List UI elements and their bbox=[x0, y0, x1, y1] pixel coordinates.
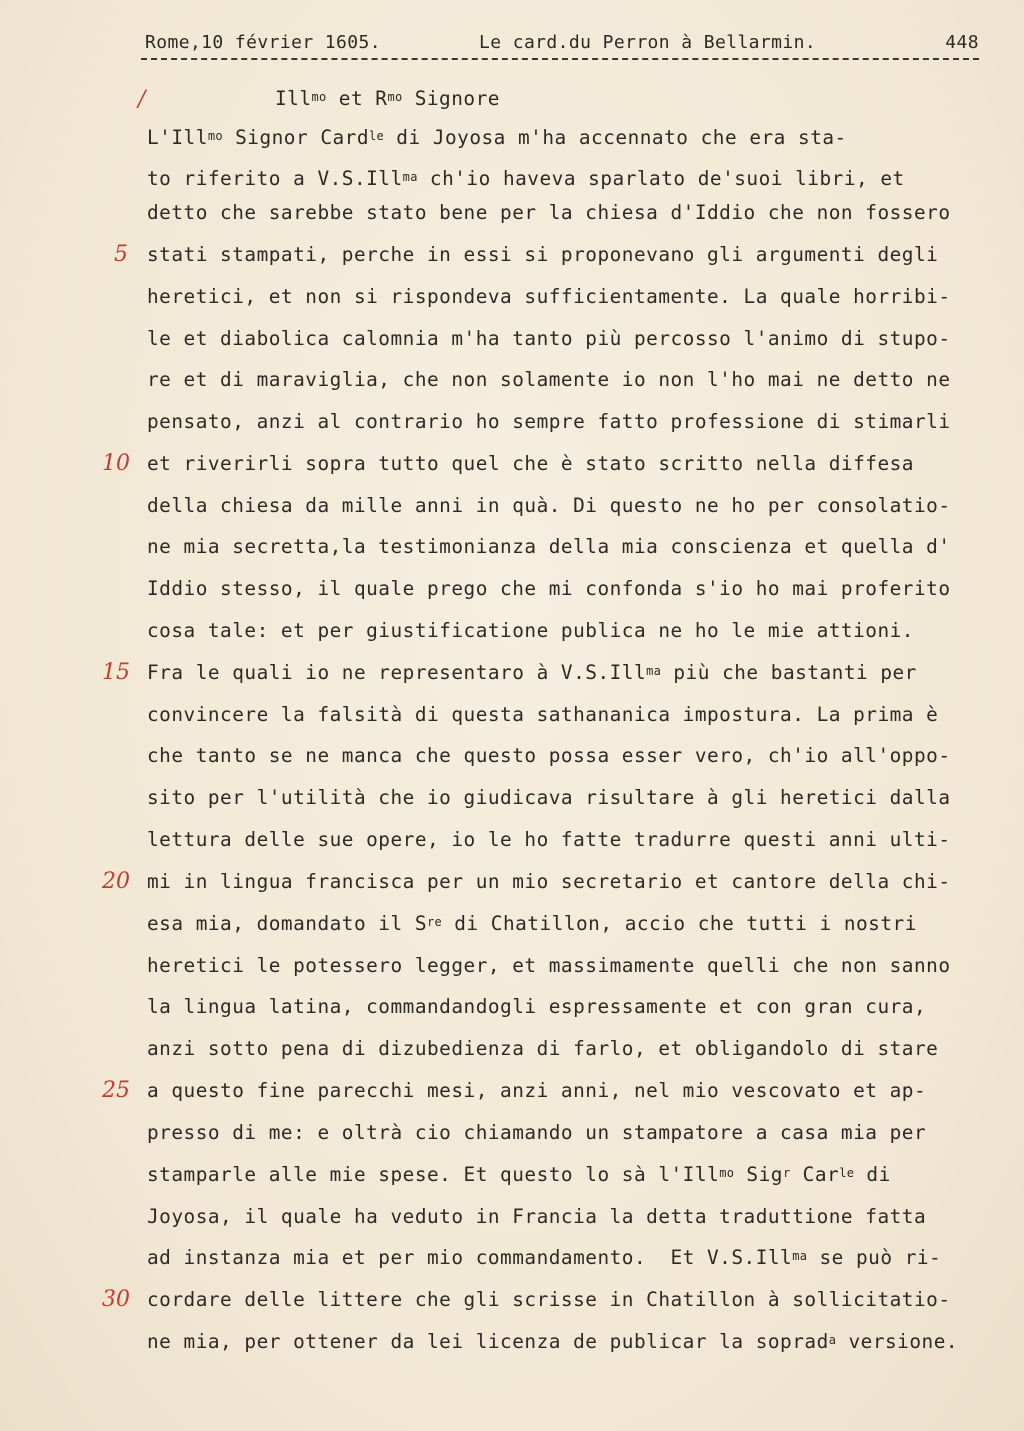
text-line-11: ne mia secretta,la testimonianza della mia conscienza et quella d' bbox=[147, 535, 951, 558]
text-line-30: ne mia, per ottener da lei licenza de publicar la soprad$^a$ versione. bbox=[147, 1330, 959, 1353]
text-line-18: lettura delle sue opere, io le ho fatte tradurre questi anni ulti- bbox=[147, 828, 951, 851]
margin-mark-15: 15 bbox=[102, 660, 130, 685]
text-line-13: cosa tale: et per giustificatione publica ne ho le mie attioni. bbox=[147, 619, 914, 642]
text-line-12: Iddio stesso, il quale prego che mi confonda s'io ho mai proferito bbox=[147, 577, 951, 600]
text-line-26: stamparle alle mie spese. Et questo lo sà l'Ill$^{mo}$ Sig$^r$ Car$^{le}$ di bbox=[147, 1163, 891, 1186]
text-line-29: cordare delle littere che gli scrisse in Chatillon à sollicitatio- bbox=[147, 1288, 951, 1311]
text-line-25: presso di me: e oltrà cio chiamando un stampatore a casa mia per bbox=[147, 1121, 927, 1144]
text-line-15: convincere la falsità di questa sathananica impostura. La prima è bbox=[147, 703, 939, 726]
text-line-6: le et diabolica calomnia m'ha tanto più percosso l'animo di stupo- bbox=[147, 327, 951, 350]
text-line-16: che tanto se ne manca che questo possa esser vero, ch'io all'oppo- bbox=[147, 744, 951, 767]
text-line-27: Joyosa, il quale ha veduto in Francia la detta traduttione fatta bbox=[147, 1205, 927, 1228]
text-line-5: heretici, et non si rispondeva sufficientamente. La quale horribi- bbox=[147, 285, 951, 308]
header-rule bbox=[141, 58, 979, 60]
text-line-28: ad instanza mia et per mio commandamento. Et V.S.Ill$^{ma}$ se può ri- bbox=[147, 1246, 942, 1269]
text-line-4: stati stampati, perche in essi si proponevano gli argumenti degli bbox=[147, 243, 939, 266]
page-number: 448 bbox=[945, 32, 979, 53]
text-line-7: re et di maraviglia, che non solamente io non l'ho mai ne detto ne bbox=[147, 368, 951, 391]
text-line-20: esa mia, domandato il $S^{re}$ di Chatillon, accio che tutti i nostri bbox=[147, 912, 917, 935]
header-place-date: Rome,10 février 1605. bbox=[145, 32, 381, 53]
header-title: Le card.du Perron à Bellarmin. bbox=[479, 32, 817, 53]
margin-mark-5: 5 bbox=[114, 242, 128, 267]
text-line-23: anzi sotto pena di dizubedienza di farlo, et obligandolo di stare bbox=[147, 1037, 939, 1060]
text-line-8: pensato, anzi al contrario ho sempre fatto professione di stimarli bbox=[147, 410, 951, 433]
text-line-3: detto che sarebbe stato bene per la chiesa d'Iddio che non fossero bbox=[147, 201, 951, 224]
margin-mark-25: 25 bbox=[102, 1078, 130, 1103]
text-line-19: mi in lingua francisca per un mio secretario et cantore della chi- bbox=[147, 870, 951, 893]
text-line-1: L'Ill$^{mo}$ Signor Card$^{le}$ di Joyosa m'ha accennato che era sta- bbox=[147, 126, 847, 149]
margin-mark-10: 10 bbox=[102, 451, 130, 476]
margin-mark-30: 30 bbox=[102, 1287, 130, 1312]
margin-mark-slash: / bbox=[138, 87, 146, 112]
text-line-24: a questo fine parecchi mesi, anzi anni, nel mio vescovato et ap- bbox=[147, 1079, 927, 1102]
text-line-21: heretici le potessero legger, et massimamente quelli che non sanno bbox=[147, 954, 951, 977]
text-line-9: et riverirli sopra tutto quel che è stato scritto nella diffesa bbox=[147, 452, 914, 475]
text-line-17: sito per l'utilità che io giudicava risultare à gli heretici dalla bbox=[147, 786, 951, 809]
margin-mark-20: 20 bbox=[102, 869, 130, 894]
text-line-10: della chiesa da mille anni in quà. Di questo ne ho per consolatio- bbox=[147, 494, 951, 517]
text-line-2: to riferito a V.S.Ill$^{ma}$ ch'io haveva sparlato de'suoi libri, et bbox=[147, 167, 905, 190]
text-line-14: Fra le quali io ne representaro à V.S.Ill$^{ma}$ più che bastanti per bbox=[147, 661, 917, 684]
text-line-22: la lingua latina, commandandogli espressamente et con gran cura, bbox=[147, 995, 927, 1018]
page-header bbox=[145, 32, 985, 60]
salutation: Ill$^{mo}$ et $R^{mo}$ Signore bbox=[275, 87, 500, 110]
